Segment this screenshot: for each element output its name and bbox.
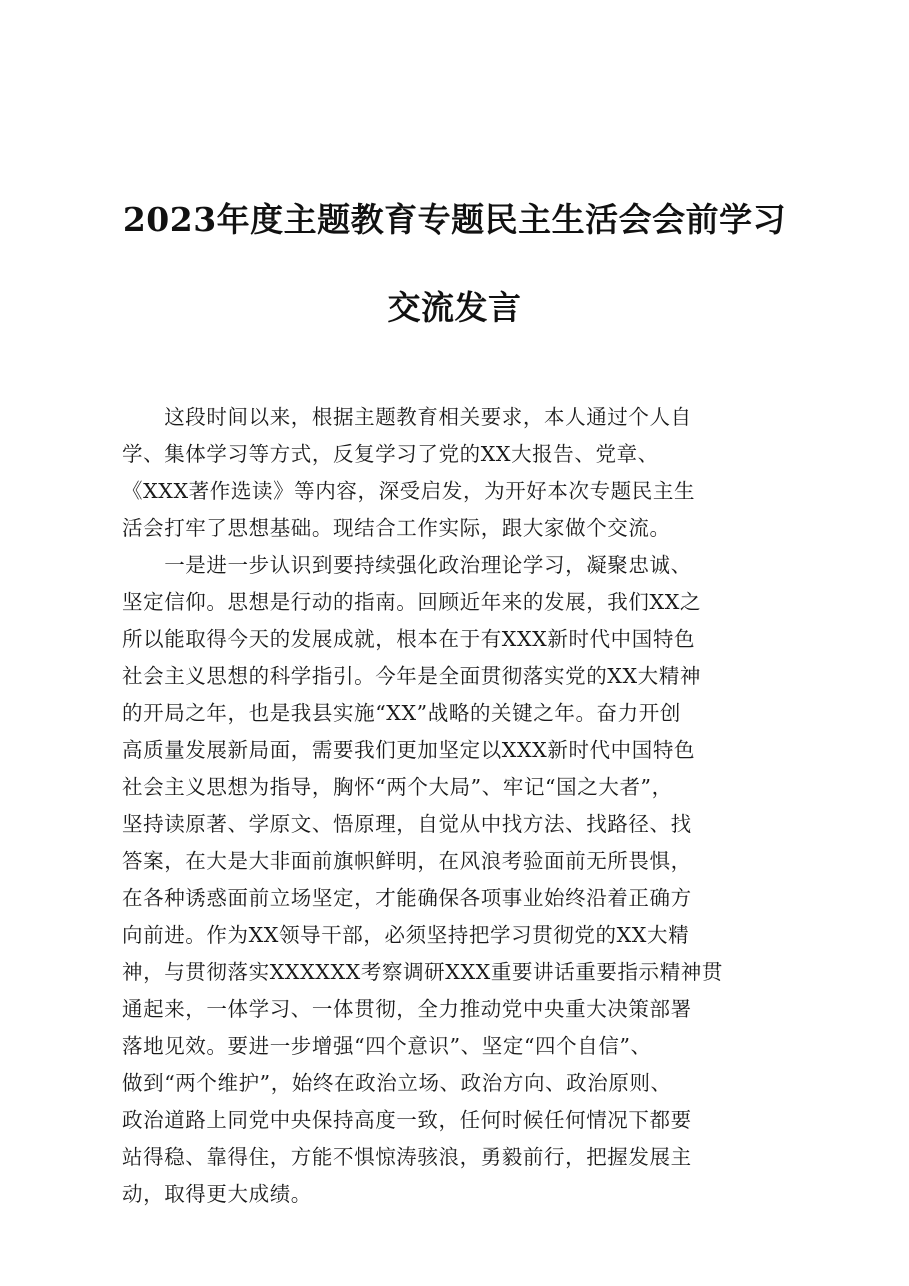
body-line: 社会主义思想的科学指引。今年是全面贯彻落实党的XX大精神 [122, 664, 701, 688]
body-line: 做到“两个维护”，始终在政治立场、政治方向、政治原则、 [122, 1071, 672, 1095]
body-line: 一是进一步认识到要持续强化政治理论学习，凝聚忠诚、 [122, 553, 692, 577]
body-line: 在各种诱惑面前立场坚定，才能确保各项事业始终沿着正确方 [122, 886, 692, 910]
document-title-line-2: 交流发言 [387, 288, 522, 327]
body-line: 通起来，一体学习、一体贯彻，全力推动党中央重大决策部署 [122, 997, 692, 1021]
body-line: 坚定信仰。思想是行动的指南。回顾近年来的发展，我们XX之 [122, 590, 701, 614]
body-line: 坚持读原著、学原文、悟原理，自觉从中找方法、找路径、找 [122, 812, 692, 836]
body-line: 向前进。作为XX领导干部，必须坚持把学习贯彻党的XX大精 [122, 923, 690, 947]
body-line: 答案，在大是大非面前旗帜鲜明，在风浪考验面前无所畏惧， [122, 849, 692, 873]
body-line: 学、集体学习等方式，反复学习了党的XX大报告、党章、 [122, 442, 659, 466]
body-line: 《XXX著作选读》等内容，深受启发，为开好本次专题民主生 [122, 479, 696, 503]
body-line: 活会打牢了思想基础。现结合工作实际，跟大家做个交流。 [122, 516, 671, 540]
body-line: 社会主义思想为指导，胸怀“两个大局”、牢记“国之大者”， [122, 775, 673, 799]
body-line: 这段时间以来，根据主题教育相关要求，本人通过个人自 [122, 405, 692, 429]
body-line: 落地见效。要进一步增强“四个意识”、坚定“四个自信”、 [122, 1034, 652, 1058]
body-line: 政治道路上同党中央保持高度一致，任何时候任何情况下都要 [122, 1108, 692, 1132]
body-line: 高质量发展新局面，需要我们更加坚定以XXX新时代中国特色 [122, 738, 696, 762]
body-line: 站得稳、靠得住，方能不惧惊涛骇浪，勇毅前行，把握发展主 [122, 1145, 692, 1169]
body-line: 的开局之年，也是我县实施“XX”战略的关键之年。奋力开创 [122, 701, 681, 725]
body-line: 神，与贯彻落实XXXXXX考察调研XXX重要讲话重要指示精神贯 [122, 960, 723, 984]
body-line: 所以能取得今天的发展成就，根本在于有XXX新时代中国特色 [122, 627, 696, 651]
body-line: 动，取得更大成绩。 [122, 1182, 312, 1206]
document-title-line-1: 2023年度主题教育专题民主生活会会前学习 [122, 200, 787, 239]
